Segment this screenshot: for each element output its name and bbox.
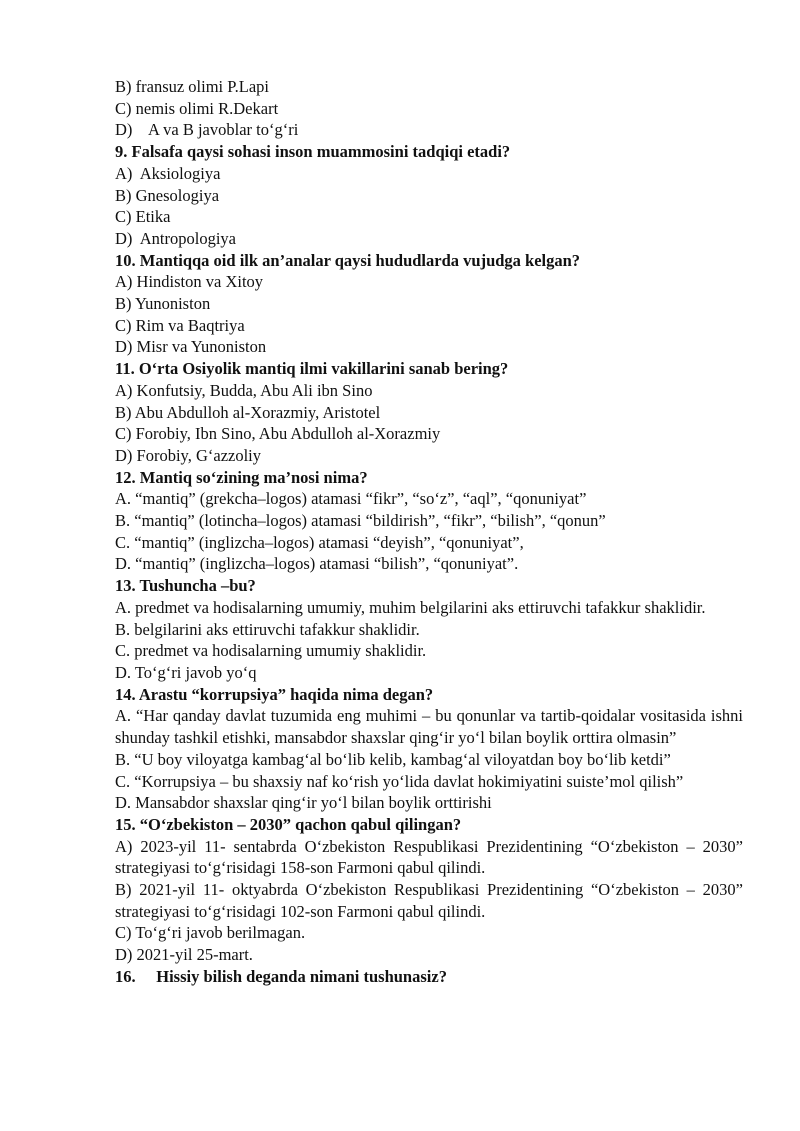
question-15: 15. “O‘zbekiston – 2030” qachon qabul qilingan?: [115, 814, 462, 834]
answer-8-c: C) nemis olimi R.Dekart: [115, 98, 279, 118]
answer-15-c: C) To‘g‘ri javob berilmagan.: [115, 923, 306, 943]
document-page: [115, 76, 743, 988]
answer-13-c: C. predmet va hodisalarning umumiy shaklidir.: [115, 641, 427, 661]
answer-13-a: A. predmet va hodisalarning umumiy, muhim belgilarini aks ettiruvchi tafakkur shaklidir.: [115, 597, 706, 617]
answer-10-b: B) Yunoniston: [115, 294, 211, 314]
question-13: 13. Tushuncha –bu?: [115, 576, 256, 596]
answer-15-d: D) 2021-yil 25-mart.: [115, 945, 253, 965]
answer-10-d: D) Misr va Yunoniston: [115, 337, 267, 357]
answer-11-b: B) Abu Abdulloh al-Xorazmiy, Aristotel: [115, 402, 381, 422]
answer-12-c: C. “mantiq” (inglizcha–logos) atamasi “deyish”, “qonuniyat”,: [115, 532, 524, 552]
answer-12-a: A. “mantiq” (grekcha–logos) atamasi “fikr”, “so‘z”, “aql”, “qonuniyat”: [115, 489, 587, 509]
question-9: 9. Falsafa qaysi sohasi inson muammosini tadqiqi etadi?: [115, 142, 511, 162]
answer-10-a: A) Hindiston va Xitoy: [115, 272, 264, 292]
question-14: 14. Arastu “korrupsiya” haqida nima degan?: [115, 684, 434, 704]
answer-12-d: D. “mantiq” (inglizcha–logos) atamasi “bilish”, “qonuniyat”.: [115, 554, 519, 574]
answer-9-b: B) Gnesologiya: [115, 185, 220, 205]
answer-14-c: C. “Korrupsiya – bu shaxsiy naf ko‘rish yo‘lida davlat hokimiyatini suiste’mol qilish”: [115, 771, 684, 791]
answer-15-a: A) 2023-yil 11- sentabrda O‘zbekiston Respublikasi Prezidentining “O‘zbekiston – 2030” strategiyasi to‘g‘risidagi 158-son Farmoni qabul qilindi.: [115, 836, 743, 878]
answer-9-d: D) Antropologiya: [115, 228, 236, 248]
answer-9-a: A) Aksiologiya: [115, 163, 221, 183]
question-16: 16. Hissiy bilish deganda nimani tushunasiz?: [115, 966, 447, 986]
answer-12-b: B. “mantiq” (lotincha–logos) atamasi “bildirish”, “fikr”, “bilish”, “qonun”: [115, 511, 606, 531]
answer-14-b: B. “U boy viloyatga kambag‘al bo‘lib kelib, kambag‘al viloyatdan boy bo‘lib ketdi”: [115, 749, 671, 769]
question-11: 11. O‘rta Osiyolik mantiq ilmi vakillarini sanab bering?: [115, 359, 509, 379]
answer-9-c: C) Etika: [115, 207, 171, 227]
answer-14-d: D. Mansabdor shaxslar qing‘ir yo‘l bilan boylik orttirishi: [115, 793, 492, 813]
question-10: 10. Mantiqqa oid ilk an’analar qaysi hududlarda vujudga kelgan?: [115, 250, 581, 270]
answer-10-c: C) Rim va Baqtriya: [115, 315, 245, 335]
answer-14-a: A. “Har qanday davlat tuzumida eng muhimi – bu qonunlar va tartib-qoidalar vositasida ishni shunday tashkil etishki, mansabdor shaxslar qing‘ir yo‘l bilan boylik orttira olmasin”: [115, 706, 743, 748]
answer-13-b: B. belgilarini aks ettiruvchi tafakkur shaklidir.: [115, 619, 420, 639]
answer-15-b: B) 2021-yil 11- oktyabrda O‘zbekiston Respublikasi Prezidentining “O‘zbekiston – 2030” strategiyasi to‘g‘risidagi 102-son Farmoni qabul qilindi.: [115, 880, 743, 921]
answer-8-d: D) A va B javoblar to‘g‘ri: [115, 120, 299, 140]
question-12: 12. Mantiq so‘zining ma’nosi nima?: [115, 467, 368, 487]
answer-11-c: C) Forobiy, Ibn Sino, Abu Abdulloh al-Xorazmiy: [115, 424, 441, 444]
answer-11-d: D) Forobiy, G‘azzoliy: [115, 445, 262, 465]
answer-11-a: A) Konfutsiy, Budda, Abu Ali ibn Sino: [115, 380, 373, 400]
answer-8-b: B) fransuz olimi P.Lapi: [115, 77, 269, 96]
answer-13-d: D. To‘g‘ri javob yo‘q: [115, 662, 257, 682]
